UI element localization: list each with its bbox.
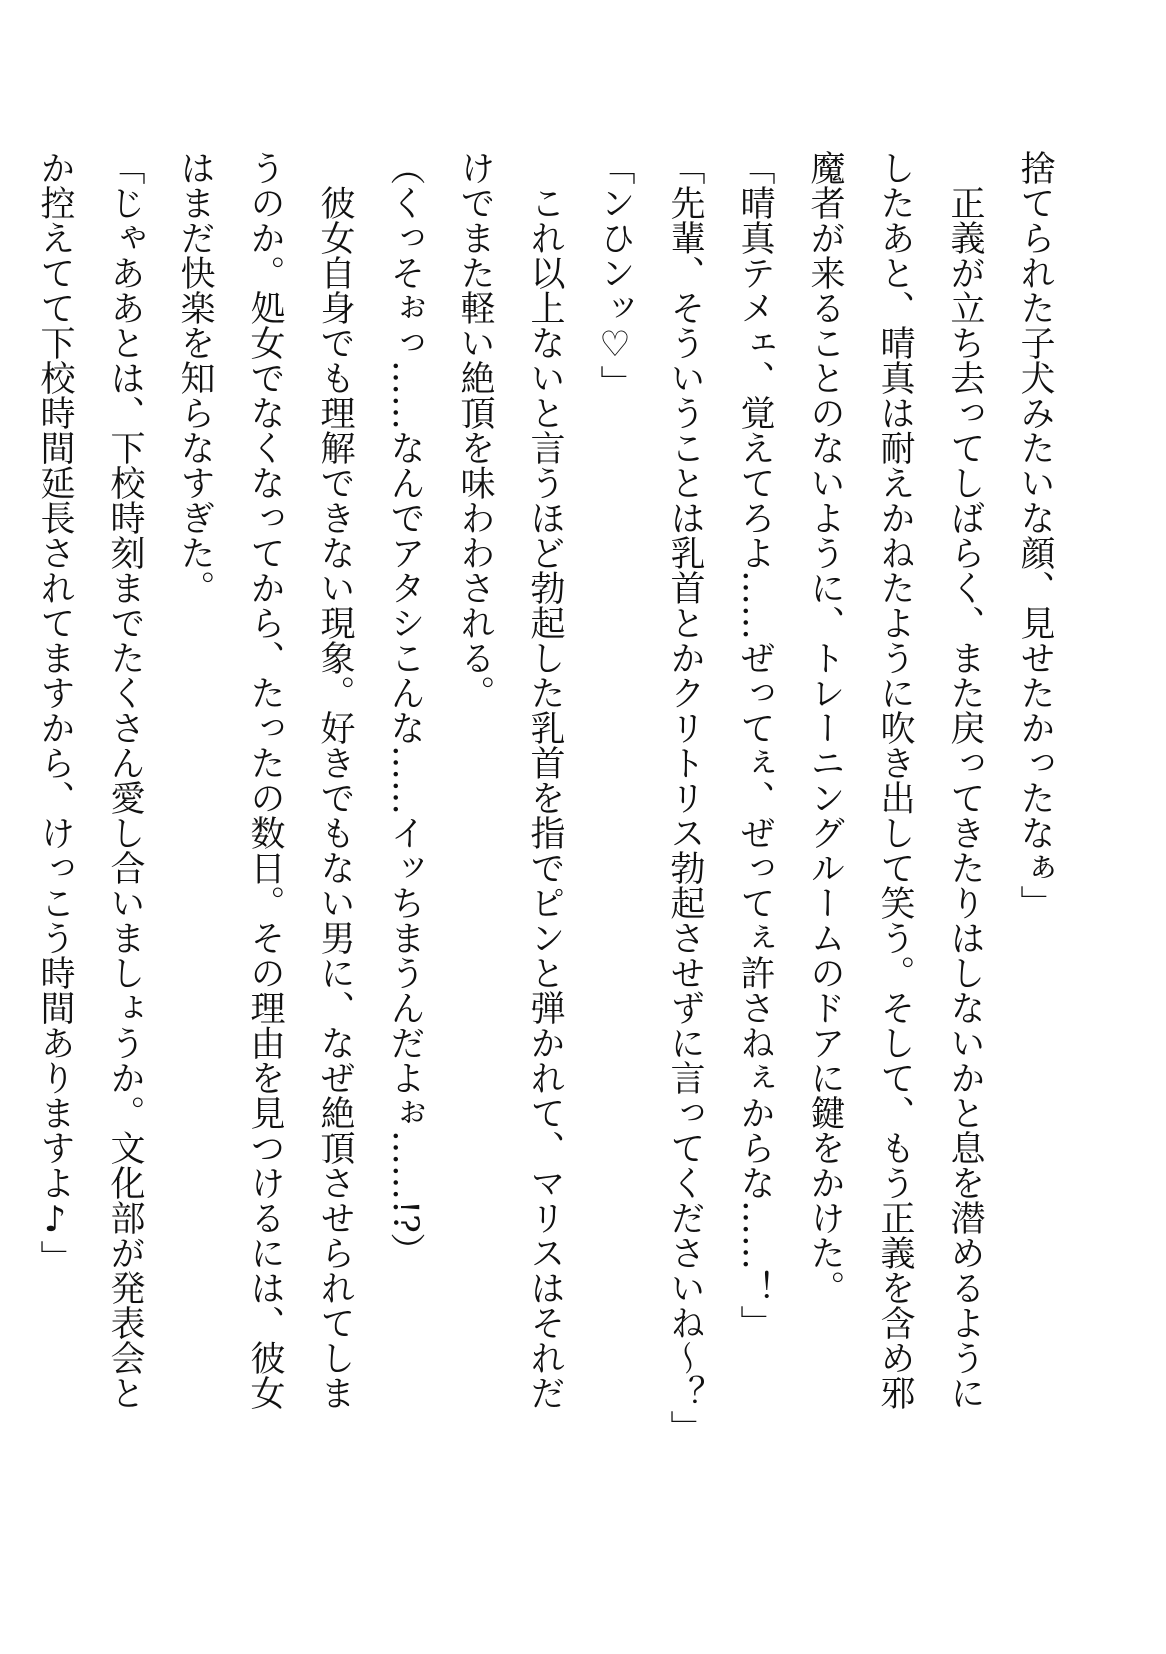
text-line: これ以上ないと言うほど勃起した乳首を指でピンと弾かれて、マリスはそれだ	[525, 150, 565, 1410]
text-line: か控えてて下校時間延長されてますから、けっこう時間ありますよ♪」	[35, 150, 75, 1275]
text-line: 「じゃああとは、下校時刻までたくさん愛し合いましょうか。文化部が発表会と	[105, 150, 145, 1410]
text-line: うのか。処女でなくなってから、たったの数日。その理由を見つけるには、彼女	[245, 150, 285, 1410]
text-line: 魔者が来ることのないように、トレーニングルームのドアに鍵をかけた。	[805, 150, 845, 1305]
text-line: 「晴真テメェ、覚えてろよ……ぜってぇ、ぜってぇ許さねぇからな……！」	[735, 150, 775, 1340]
text-line: 彼女自身でも理解できない現象。好きでもない男に、なぜ絶頂させられてしま	[315, 150, 355, 1410]
text-line: はまだ快楽を知らなすぎた。	[175, 150, 215, 605]
vertical-text-block	[35, 150, 1070, 1620]
text-line: したあと、晴真は耐えかねたように吹き出して笑う。そして、もう正義を含め邪	[875, 150, 915, 1410]
text-line: けでまた軽い絶頂を味わわされる。	[455, 150, 495, 710]
text-line: 捨てられた子犬みたいな顔、見せたかったなぁ」	[1015, 150, 1055, 920]
text-line: 「先輩、そういうことは乳首とかクリトリス勃起させずに言ってくださいね～？」	[665, 150, 705, 1445]
text-line: （くっそぉっ……なんでアタシこんな……イッちまうんだよぉ……!?）	[385, 150, 425, 1268]
text-line: 正義が立ち去ってしばらく、また戻ってきたりはしないかと息を潜めるように	[945, 150, 985, 1410]
text-line: 「ンひンッ♡」	[595, 150, 635, 400]
